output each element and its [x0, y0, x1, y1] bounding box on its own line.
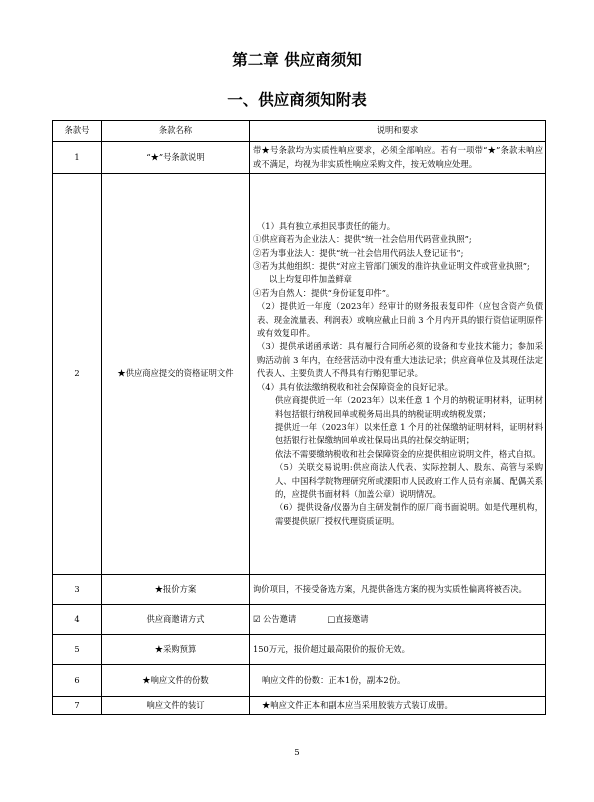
- chapter-title: 第二章 供应商须知: [232, 51, 362, 69]
- clause-description: 询价项目，不接受备选方案，凡提供备选方案的视为实质性偏离将被否决。: [250, 575, 546, 605]
- clause-description: [250, 174, 546, 575]
- clause-no: 2: [53, 174, 102, 575]
- table-row: [53, 635, 546, 665]
- clause-name: ★采购预算: [102, 635, 250, 665]
- paragraph: ④若为自然人：提供“身份证复印件”。: [253, 287, 395, 298]
- paragraph: （2）提供近一年度（2023年）经审计的财务报表复印件（应包含资产负债表、现金流量表、利润表）或响应截止日前 3 个月内开具的银行资信证明原件或有效复印件。: [257, 301, 543, 339]
- clause-description: 响应文件的份数：正本1份，副本2份。: [250, 665, 546, 697]
- paragraph: （5）关联交易说明:供应商法人代表、实际控制人、股东、高管与采购人、中国科学院物理研究所或溧阳市人民政府工作人员有亲属、配偶关系的，应提供书面材料（加盖公章）说明情况。: [275, 462, 543, 499]
- supplier-notice-table: [52, 120, 546, 715]
- clause-description: 150万元，报价超过最高限价的报价无效。: [250, 635, 546, 665]
- clause-description: ★响应文件正本和副本应当采用胶装方式装订成册。: [250, 697, 546, 715]
- clause-no: 4: [53, 605, 102, 635]
- clause-description: [250, 605, 546, 635]
- paragraph: （6）提供设备/仪器为自主研发制作的原厂商书面说明。如是代理机构，需要提供原厂授权代理资质证明。: [275, 502, 543, 526]
- paragraph: ①供应商若为企业法人：提供“统一社会信用代码营业执照”;: [253, 234, 472, 245]
- paragraph: ②若为事业法人：提供“统一社会信用代码法人登记证书”;: [253, 247, 464, 258]
- paragraph: （1）具有独立承担民事责任的能力。: [257, 220, 396, 231]
- table-row: [53, 174, 546, 575]
- clause-no: 5: [53, 635, 102, 665]
- header-clause-name: 条款名称: [102, 121, 250, 142]
- clause-name: 响应文件的装订: [102, 697, 250, 715]
- table-header-row: [53, 121, 546, 142]
- paragraph: （3）提供承诺函承诺：具有履行合同所必须的设备和专业技术能力；参加采购活动前 3 年内，在经营活动中没有重大违法记录；供应商单位及其现任法定代表人、主要负责人不得具有行贿犯罪记录。: [257, 341, 543, 379]
- paragraph: 提供近一年（2023年）以来任意 1 个月的社保缴纳证明材料，证明材料包括银行社保缴纳回单或社保局出具的社保交纳证明；: [275, 421, 543, 446]
- option-public-notice: ☑ 公告邀请: [253, 613, 297, 624]
- clause-name: ★报价方案: [102, 575, 250, 605]
- paragraph: （4）具有依法缴纳税收和社会保障资金的良好记录。: [257, 381, 454, 392]
- header-clause-no: 条款号: [53, 121, 102, 142]
- table-row: [53, 697, 546, 715]
- clause-description: 带★号条款均为实质性响应要求，必须全部响应。若有一项带“★”条款未响应或不满足，均视为非实质性响应采购文件，按无效响应处理。: [250, 142, 546, 174]
- clause-name: 供应商邀请方式: [102, 605, 250, 635]
- paragraph: 依法不需要缴纳税收和社会保障资金的应提供相应说明文件，格式自拟。: [275, 448, 541, 459]
- section-title: 一、供应商须知附表: [227, 91, 367, 109]
- page-number: 5: [294, 748, 300, 758]
- paragraph: 以上均复印件加盖鲜章: [269, 274, 352, 285]
- clause-no: 7: [53, 697, 102, 715]
- table-row: [53, 665, 546, 697]
- table-row: [53, 575, 546, 605]
- paragraph: 供应商提供近一年（2023年）以来任意 1 个月的纳税证明材料，证明材料包括银行纳税回单或税务局出具的纳税证明或纳税发票；: [275, 395, 543, 419]
- clause-no: 3: [53, 575, 102, 605]
- clause-name: ★供应商应提交的资格证明文件: [102, 174, 250, 575]
- clause-name: ★响应文件的份数: [102, 665, 250, 697]
- clause-name: “★”号条款说明: [102, 142, 250, 174]
- table-row: [53, 142, 546, 174]
- clause-no: 1: [53, 142, 102, 174]
- option-direct-invitation: □直接邀请: [327, 613, 369, 624]
- table-row: [53, 605, 546, 635]
- header-description: 说明和要求: [250, 121, 546, 142]
- clause-no: 6: [53, 665, 102, 697]
- paragraph: ③若为其他组织：提供“对应主管部门颁发的准许执业证明文件或营业执照”;: [253, 261, 530, 272]
